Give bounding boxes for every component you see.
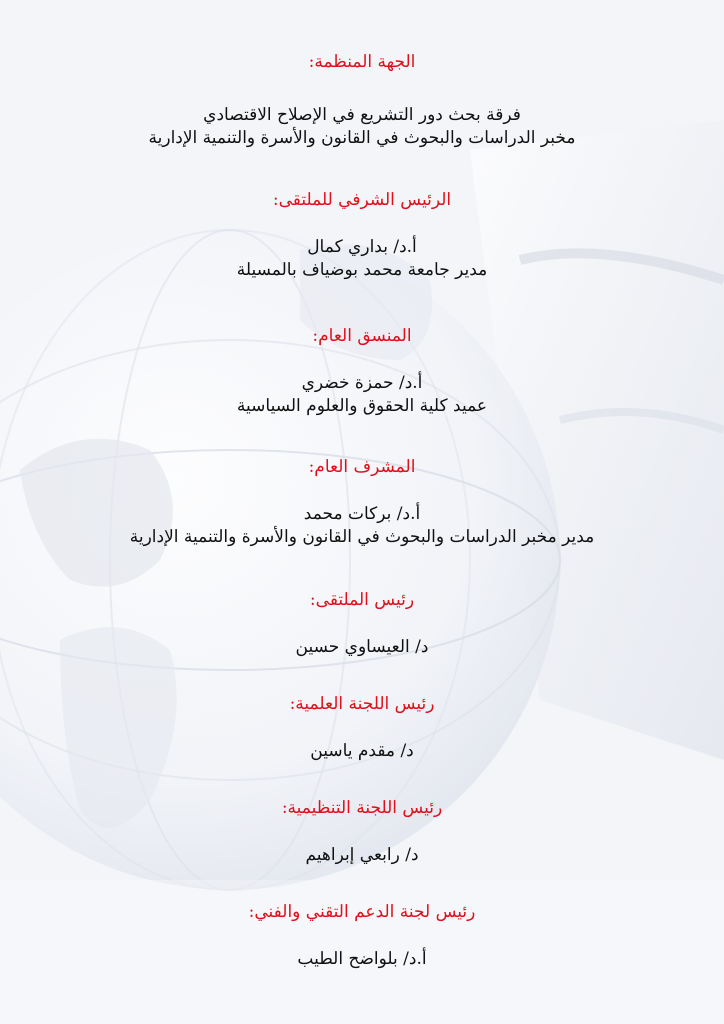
section-heading: رئيس لجنة الدعم التقني والفني:: [248, 902, 476, 922]
general-coordinator-section: [0, 324, 724, 418]
section-line: د/ مقدم ياسين: [310, 741, 414, 761]
section-line: أ.د/ بلواضح الطيب: [297, 949, 427, 969]
section-heading: المنسق العام:: [312, 326, 412, 346]
section-line: مدير جامعة محمد بوضياف بالمسيلة: [236, 260, 488, 280]
section-heading: رئيس الملتقى:: [309, 590, 415, 610]
section-heading: الجهة المنظمة:: [308, 52, 416, 72]
organizing-committee-section: [0, 796, 724, 867]
section-line: د/ رابعي إبراهيم: [305, 845, 419, 865]
section-line: عميد كلية الحقوق والعلوم السياسية: [236, 396, 488, 416]
conference-president-section: [0, 588, 724, 659]
section-heading: رئيس اللجنة العلمية:: [289, 694, 435, 714]
section-line: مخبر الدراسات والبحوث في القانون والأسرة والتنمية الإدارية: [148, 128, 576, 148]
section-line: فرقة بحث دور التشريع في الإصلاح الاقتصادي: [203, 105, 521, 125]
honorary-president-section: [0, 188, 724, 282]
section-heading: رئيس اللجنة التنظيمية:: [281, 798, 443, 818]
technical-support-committee-section: [0, 900, 724, 971]
general-supervisor-section: [0, 455, 724, 549]
section-heading: الرئيس الشرفي للملتقى:: [272, 190, 452, 210]
scientific-committee-section: [0, 692, 724, 763]
section-line: د/ العيساوي حسين: [295, 637, 429, 657]
organizer-section: [0, 50, 724, 150]
section-line: مدير مخبر الدراسات والبحوث في القانون والأسرة والتنمية الإدارية: [129, 527, 595, 547]
section-line: أ.د/ بداري كمال: [307, 237, 417, 257]
section-heading: المشرف العام:: [308, 457, 416, 477]
section-line: أ.د/ حمزة خضري: [301, 373, 423, 393]
section-line: أ.د/ بركات محمد: [303, 504, 421, 524]
